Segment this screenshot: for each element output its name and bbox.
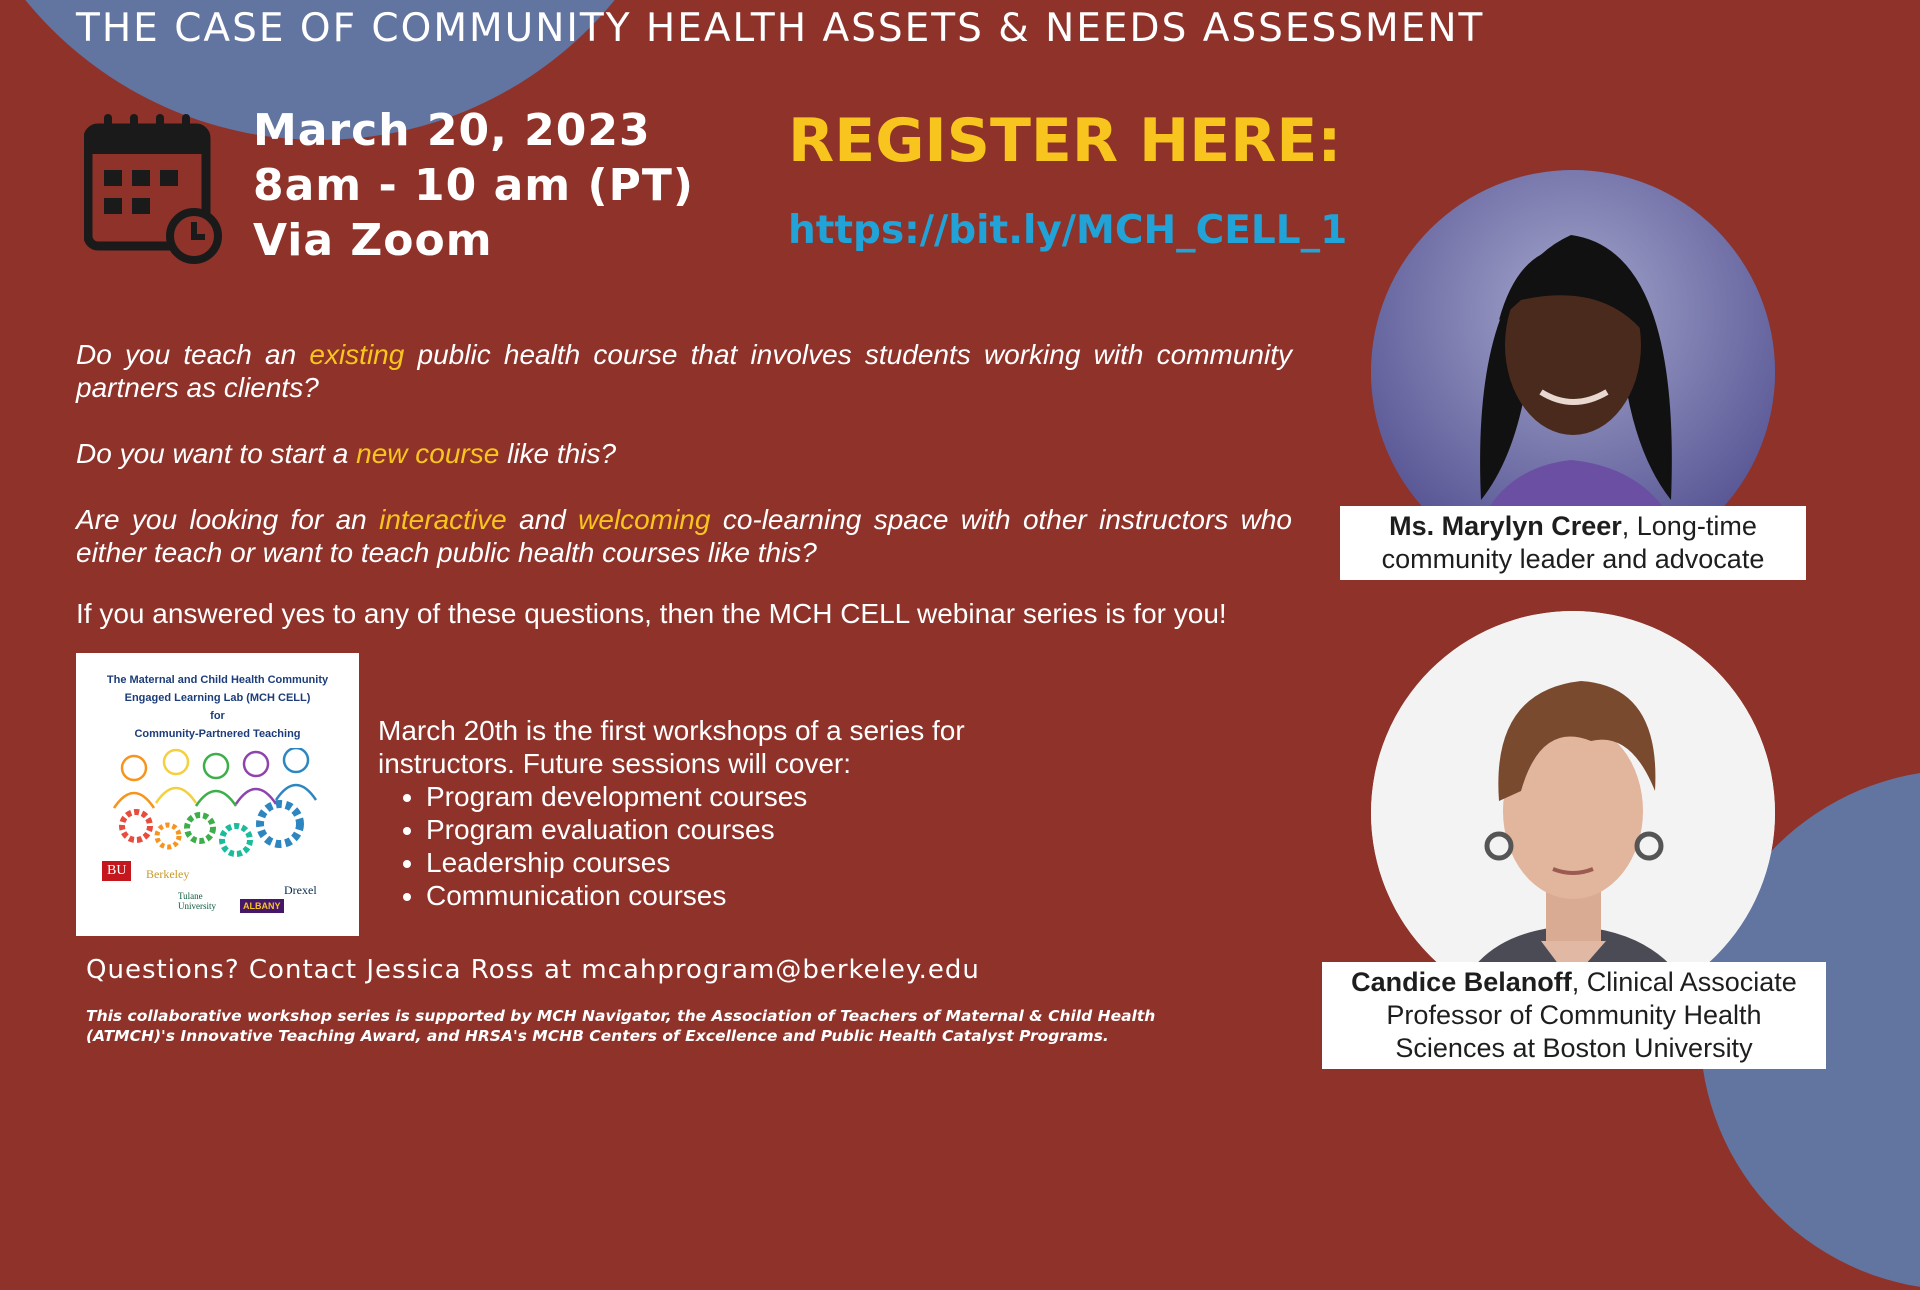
register-link[interactable]: https://bit.ly/MCH_CELL_1 bbox=[788, 208, 1348, 253]
partner-tulane-logo: Tulane University bbox=[178, 891, 216, 911]
event-details bbox=[253, 103, 694, 268]
highlight-interactive: interactive bbox=[379, 504, 507, 535]
speaker-role: , Clinical Associate Professor of Community Health Sciences at Boston University bbox=[1386, 967, 1797, 1063]
partner-bu-logo: BU bbox=[102, 861, 131, 881]
highlight-existing: existing bbox=[309, 339, 405, 370]
question-2: Do you want to start a new course like this? bbox=[76, 438, 617, 469]
list-item: • Program evaluation courses bbox=[426, 813, 1018, 846]
list-item: • Leadership courses bbox=[426, 846, 1018, 879]
partner-berkeley-logo: Berkeley bbox=[146, 867, 190, 881]
highlight-new-course: new course bbox=[356, 438, 500, 469]
people-gears-icon bbox=[96, 748, 339, 858]
series-intro: March 20th is the first workshops of a series for instructors. Future sessions will cover: bbox=[378, 715, 965, 779]
speaker-name: Candice Belanoff bbox=[1351, 967, 1572, 997]
logo-title: The Maternal and Child Health Community Engaged Learning Lab (MCH CELL) for Community-Partnered Teaching bbox=[106, 674, 329, 740]
speaker-caption-2 bbox=[1322, 962, 1826, 1069]
answer-statement: If you answered yes to any of these questions, then the MCH CELL webinar series is for you! bbox=[76, 598, 1227, 629]
series-info bbox=[378, 714, 1018, 912]
page-subtitle: THE CASE OF COMMUNITY HEALTH ASSETS & NEEDS ASSESSMENT bbox=[76, 6, 1485, 51]
speaker-name: Ms. Marylyn Creer bbox=[1389, 511, 1622, 541]
calendar-clock-icon bbox=[84, 112, 224, 268]
highlight-welcoming: welcoming bbox=[578, 504, 711, 535]
list-item: • Program development courses bbox=[426, 780, 1018, 813]
speaker-photo-candice-belanoff bbox=[1371, 611, 1775, 1015]
register-heading: REGISTER HERE: bbox=[788, 106, 1342, 176]
support-statement: This collaborative workshop series is supported by MCH Navigator, the Association of Teachers of Maternal & Child Health (ATMCH)'s Innovative Teaching Award, and HRSA's MCHB Centers of Excellence and Public Health Catalyst Programs. bbox=[86, 1007, 1156, 1045]
speaker-role: , Long-time community leader and advocate bbox=[1381, 511, 1765, 574]
speaker-caption-1 bbox=[1340, 506, 1806, 580]
event-time: 8am - 10 am (PT) bbox=[253, 160, 694, 211]
intro-questions bbox=[76, 338, 1292, 602]
partner-albany-logo: ALBANY bbox=[240, 899, 284, 913]
partner-drexel-logo: Drexel bbox=[284, 883, 317, 897]
question-3: Are you looking for an interactive and welcoming co-learning space with other instructors who either teach or want to teach public health courses like this? bbox=[76, 504, 1292, 568]
event-location: Via Zoom bbox=[253, 215, 493, 266]
list-item: • Communication courses bbox=[426, 879, 1018, 912]
speaker-portrait-2 bbox=[1371, 611, 1775, 1015]
question-1: Do you teach an existing public health course that involves students working with community partners as clients? bbox=[76, 339, 1292, 403]
mch-cell-logo bbox=[76, 653, 359, 936]
contact-info: Questions? Contact Jessica Ross at mcahprogram@berkeley.edu bbox=[86, 955, 980, 985]
event-date: March 20, 2023 bbox=[253, 105, 651, 156]
series-topics-list bbox=[378, 780, 1018, 912]
